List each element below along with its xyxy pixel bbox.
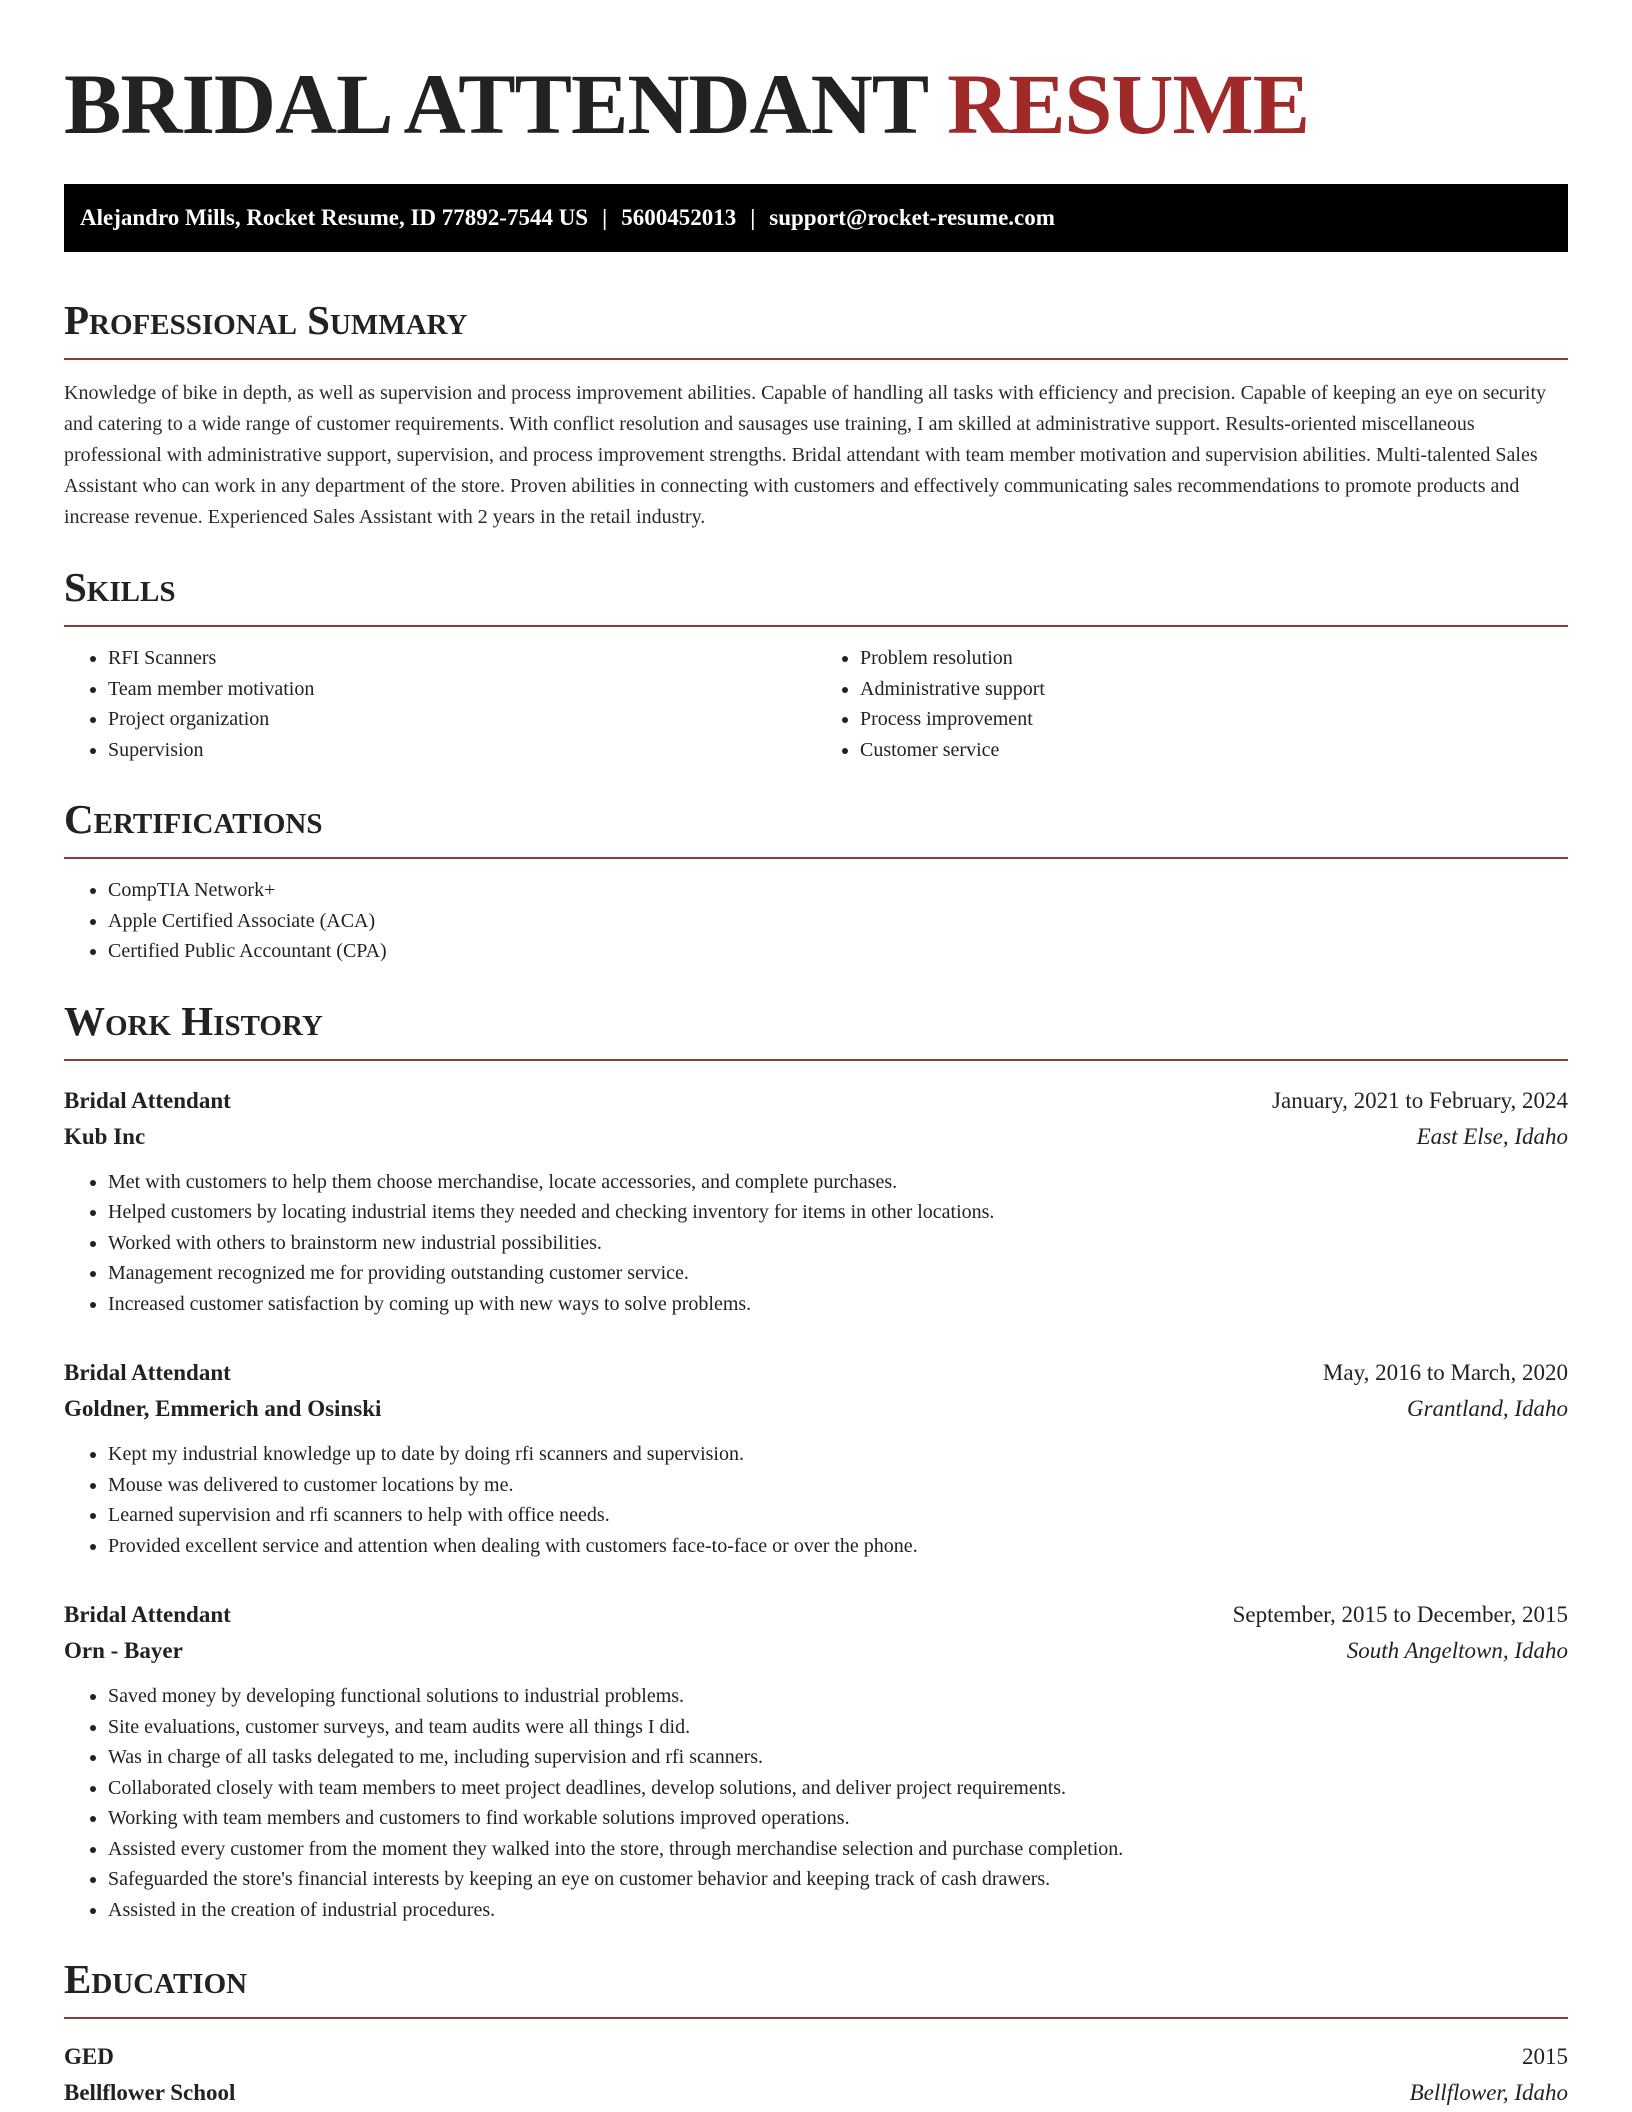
job-entry [64, 1355, 1568, 1561]
job-company-row [64, 1119, 1568, 1155]
title-accent: RESUME [947, 56, 1309, 152]
certifications-section [64, 795, 1568, 967]
skill-item: • Administrative support [860, 674, 1568, 705]
job-title: Bridal Attendant [64, 1602, 231, 1627]
job-company-row [64, 1633, 1568, 1669]
education-year: 2015 [1522, 2044, 1568, 2069]
job-duties [64, 1167, 1568, 1320]
skill-item: • RFI Scanners [108, 643, 816, 674]
skills-heading: Skills [64, 564, 176, 610]
certification-item: • Apple Certified Associate (ACA) [108, 906, 1568, 937]
job-duty: • Helped customers by locating industrial items they needed and checking inventory for items in other locations. [108, 1197, 1568, 1228]
resume-title [64, 52, 1568, 156]
skills-section [64, 563, 1568, 765]
skill-item: • Process improvement [860, 704, 1568, 735]
job-duty: • Assisted in the creation of industrial procedures. [108, 1895, 1568, 1926]
job-location: Grantland, Idaho [1407, 1396, 1568, 1421]
contact-address: Alejandro Mills, Rocket Resume, ID 77892-7544 US [80, 205, 589, 230]
title-main: BRIDAL ATTENDANT [64, 56, 927, 152]
skill-item: • Team member motivation [108, 674, 816, 705]
skills-grid [64, 627, 1568, 765]
job-dates: September, 2015 to December, 2015 [1232, 1602, 1568, 1627]
certifications-heading: Certifications [64, 796, 323, 842]
job-duty: • Provided excellent service and attention when dealing with customers face-to-face or over the phone. [108, 1531, 1568, 1562]
education-location: Bellflower, Idaho [1409, 2080, 1568, 2105]
contact-phone[interactable]: 5600452013 [621, 205, 737, 230]
contact-email[interactable]: support@rocket-resume.com [769, 205, 1055, 230]
contact-bar [64, 184, 1568, 252]
job-duty: • Kept my industrial knowledge up to date by doing rfi scanners and supervision. [108, 1439, 1568, 1470]
job-company: Orn - Bayer [64, 1638, 183, 1663]
job-title: Bridal Attendant [64, 1087, 231, 1113]
summary-text: Knowledge of bike in depth, as well as supervision and process improvement abilities. Capable of handling all tasks with efficiency and precision. Capable of keeping an eye on security and catering to a wide range of customer requirements. With conflict resolution and sausages use training, I am skilled at administrative support. Results-oriented miscellaneous professional with administrative support, supervision, and process improvement strengths. Bridal attendant with team member motivation and supervision abilities. Multi-talented Sales Assistant who can work in any department of the store. Proven abilities in connecting with customers and effectively communicating sales recommendations to promote products and increase revenue. Experienced Sales Assistant with 2 years in the retail industry. [64, 382, 1547, 528]
job-duties [64, 1681, 1568, 1925]
summary-section [64, 296, 1568, 533]
job-header-row [64, 1355, 1568, 1391]
job-company: Goldner, Emmerich and Osinski [64, 1396, 382, 1421]
job-entry [64, 1083, 1568, 1320]
job-entry [64, 1597, 1568, 1925]
job-dates: May, 2016 to March, 2020 [1322, 1360, 1568, 1385]
job-duty: • Met with customers to help them choose merchandise, locate accessories, and complete purchases. [108, 1167, 1568, 1198]
education-degree: GED [64, 2044, 114, 2069]
job-header-row [64, 1083, 1568, 1119]
job-location: East Else, Idaho [1416, 1123, 1568, 1149]
summary-heading: Professional Summary [64, 297, 468, 343]
education-entry [64, 2039, 1568, 2111]
education-degree-row [64, 2039, 1568, 2075]
certification-item: • Certified Public Accountant (CPA) [108, 936, 1568, 967]
section-divider [64, 2017, 1568, 2019]
job-duty: • Learned supervision and rfi scanners to help with office needs. [108, 1500, 1568, 1531]
job-company: Kub Inc [64, 1123, 146, 1149]
job-duty: • Working with team members and customers to find workable solutions improved operations. [108, 1803, 1568, 1834]
skills-list-left [64, 643, 816, 765]
job-duty: • Saved money by developing functional solutions to industrial problems. [108, 1681, 1568, 1712]
skill-item: • Customer service [860, 735, 1568, 766]
job-duty: • Increased customer satisfaction by coming up with new ways to solve problems. [108, 1289, 1568, 1320]
work-history-section [64, 997, 1568, 1926]
skills-list-right [816, 643, 1568, 765]
education-heading: Education [64, 1956, 248, 2002]
contact-separator: | [750, 205, 756, 230]
education-section [64, 1955, 1568, 2111]
contact-separator: | [602, 205, 608, 230]
work-history-heading: Work History [64, 997, 323, 1044]
certifications-list [64, 875, 1568, 967]
job-dates: January, 2021 to February, 2024 [1272, 1087, 1568, 1113]
job-duty: • Assisted every customer from the moment they walked into the store, through merchandise selection and purchase completion. [108, 1834, 1568, 1865]
skill-item: • Project organization [108, 704, 816, 735]
skill-item: • Supervision [108, 735, 816, 766]
section-divider [64, 857, 1568, 859]
certification-item: • CompTIA Network+ [108, 875, 1568, 906]
job-duties [64, 1439, 1568, 1561]
job-location: South Angeltown, Idaho [1346, 1638, 1568, 1663]
section-divider [64, 1059, 1568, 1061]
job-header-row [64, 1597, 1568, 1633]
section-divider [64, 358, 1568, 360]
job-duty: • Management recognized me for providing outstanding customer service. [108, 1258, 1568, 1289]
job-duty: • Worked with others to brainstorm new industrial possibilities. [108, 1228, 1568, 1259]
education-school: Bellflower School [64, 2080, 236, 2105]
education-school-row [64, 2075, 1568, 2111]
job-duty: • Mouse was delivered to customer locations by me. [108, 1470, 1568, 1501]
job-duty: • Collaborated closely with team members to meet project deadlines, develop solutions, and deliver project requirements. [108, 1773, 1568, 1804]
skill-item: • Problem resolution [860, 643, 1568, 674]
job-duty: • Safeguarded the store's financial interests by keeping an eye on customer behavior and keeping track of cash drawers. [108, 1864, 1568, 1895]
job-duty: • Site evaluations, customer surveys, and team audits were all things I did. [108, 1712, 1568, 1743]
job-company-row [64, 1391, 1568, 1427]
job-title: Bridal Attendant [64, 1360, 231, 1385]
job-duty: • Was in charge of all tasks delegated to me, including supervision and rfi scanners. [108, 1742, 1568, 1773]
